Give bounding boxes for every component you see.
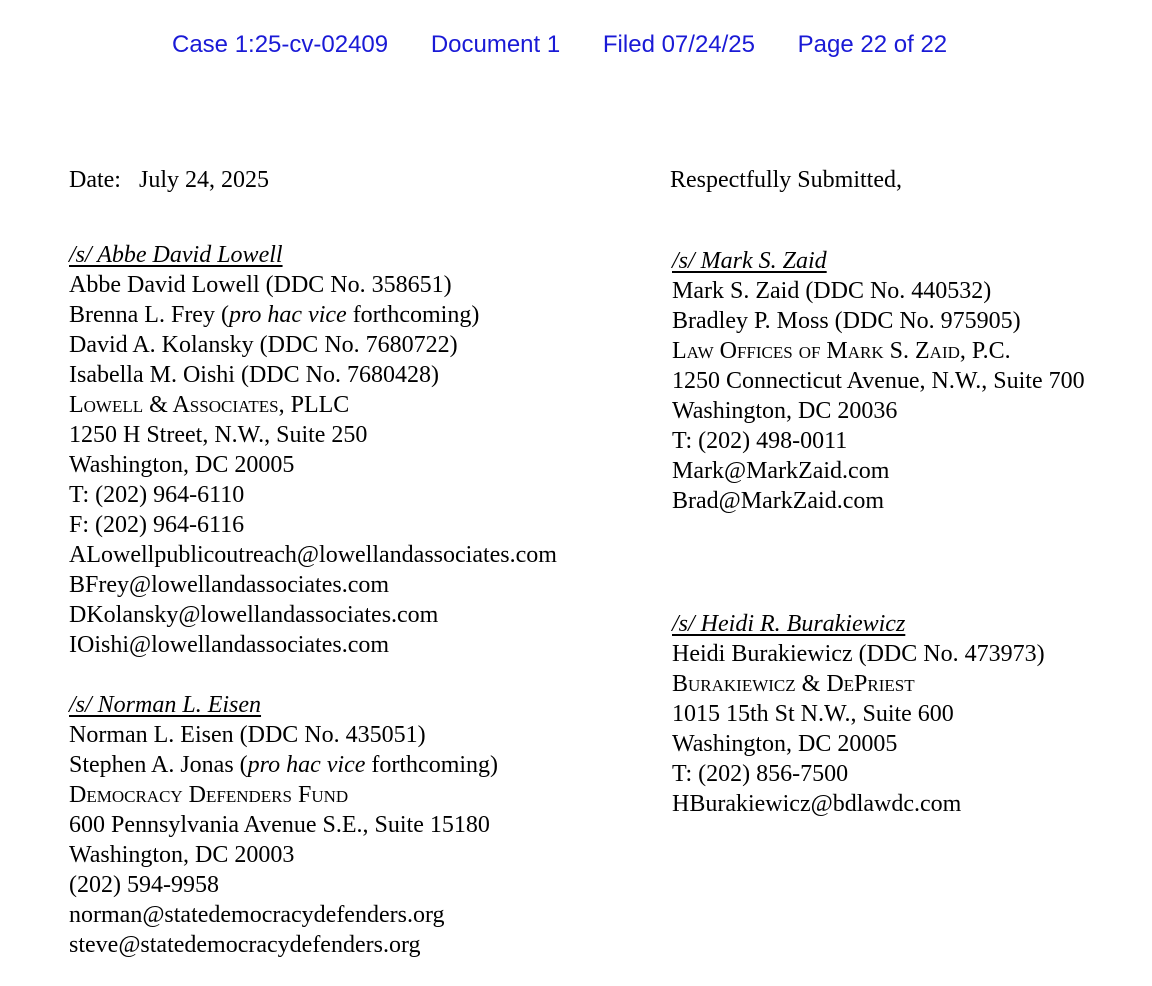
jonas-line: Stephen A. Jonas (pro hac vice forthcoming) bbox=[69, 752, 499, 778]
zaid-city: Washington, DC 20036 bbox=[672, 398, 898, 424]
frey-line: Brenna L. Frey (pro hac vice forthcoming) bbox=[69, 302, 480, 328]
burakiewicz-firm-name: Burakiewicz & DePriest bbox=[672, 671, 915, 697]
moss-email: Brad@MarkZaid.com bbox=[672, 488, 885, 514]
oishi-line: Isabella M. Oishi (DDC No. 7680428) bbox=[69, 362, 439, 388]
zaid-address: 1250 Connecticut Avenue, N.W., Suite 700 bbox=[672, 368, 1085, 394]
zaid-phone: T: (202) 498-0011 bbox=[672, 428, 848, 454]
date-label: Date: bbox=[69, 167, 121, 193]
burakiewicz-line: Heidi Burakiewicz (DDC No. 473973) bbox=[672, 641, 1045, 667]
jonas-email: steve@statedemocracydefenders.org bbox=[69, 932, 421, 958]
zaid-signature-block bbox=[672, 246, 1085, 516]
page-number: Page 22 of 22 bbox=[797, 31, 948, 58]
filed-date: Filed 07/24/25 bbox=[602, 31, 755, 58]
lowell-fax: F: (202) 964-6116 bbox=[69, 512, 245, 538]
frey-email: BFrey@lowellandassociates.com bbox=[69, 572, 390, 598]
document-number: Document 1 bbox=[430, 31, 561, 58]
zaid-line: Mark S. Zaid (DDC No. 440532) bbox=[672, 278, 992, 304]
closing: Respectfully Submitted, bbox=[670, 167, 902, 193]
lowell-phone: T: (202) 964-6110 bbox=[69, 482, 245, 508]
date-value: July 24, 2025 bbox=[138, 167, 269, 193]
zaid-signature: /s/ Mark S. Zaid bbox=[672, 248, 827, 274]
eisen-email: norman@statedemocracydefenders.org bbox=[69, 902, 445, 928]
zaid-email: Mark@MarkZaid.com bbox=[672, 458, 890, 484]
lowell-address: 1250 H Street, N.W., Suite 250 bbox=[69, 422, 368, 448]
case-number: Case 1:25-cv-02409 bbox=[172, 31, 389, 58]
eisen-phone: (202) 594-9958 bbox=[69, 872, 219, 898]
kolansky-line: David A. Kolansky (DDC No. 7680722) bbox=[69, 332, 458, 358]
eisen-address: 600 Pennsylvania Avenue S.E., Suite 15180 bbox=[69, 812, 490, 838]
burakiewicz-signature-block bbox=[672, 609, 1045, 819]
eisen-signature: /s/ Norman L. Eisen bbox=[69, 692, 262, 718]
lowell-signature-block bbox=[69, 240, 557, 660]
lowell-signature: /s/ Abbe David Lowell bbox=[69, 242, 283, 268]
burakiewicz-signature: /s/ Heidi R. Burakiewicz bbox=[672, 611, 906, 637]
zaid-firm-name: Law Offices of Mark S. Zaid, P.C. bbox=[672, 338, 1011, 364]
date-line bbox=[69, 165, 269, 195]
eisen-line: Norman L. Eisen (DDC No. 435051) bbox=[69, 722, 426, 748]
lowell-line: Abbe David Lowell (DDC No. 358651) bbox=[69, 272, 452, 298]
kolansky-email: DKolansky@lowellandassociates.com bbox=[69, 602, 439, 628]
burakiewicz-address: 1015 15th St N.W., Suite 600 bbox=[672, 701, 954, 727]
eisen-firm-name: Democracy Defenders Fund bbox=[69, 782, 349, 808]
lowell-firm-name: Lowell & Associates, PLLC bbox=[69, 392, 350, 418]
case-header bbox=[172, 31, 947, 59]
oishi-email: IOishi@lowellandassociates.com bbox=[69, 632, 390, 658]
burakiewicz-phone: T: (202) 856-7500 bbox=[672, 761, 849, 787]
eisen-city: Washington, DC 20003 bbox=[69, 842, 295, 868]
lowell-city: Washington, DC 20005 bbox=[69, 452, 295, 478]
moss-line: Bradley P. Moss (DDC No. 975905) bbox=[672, 308, 1021, 334]
eisen-signature-block bbox=[69, 690, 498, 960]
lowell-email: ALowellpublicoutreach@lowellandassociates.com bbox=[69, 542, 557, 568]
burakiewicz-email: HBurakiewicz@bdlawdc.com bbox=[672, 791, 962, 817]
burakiewicz-city: Washington, DC 20005 bbox=[672, 731, 898, 757]
